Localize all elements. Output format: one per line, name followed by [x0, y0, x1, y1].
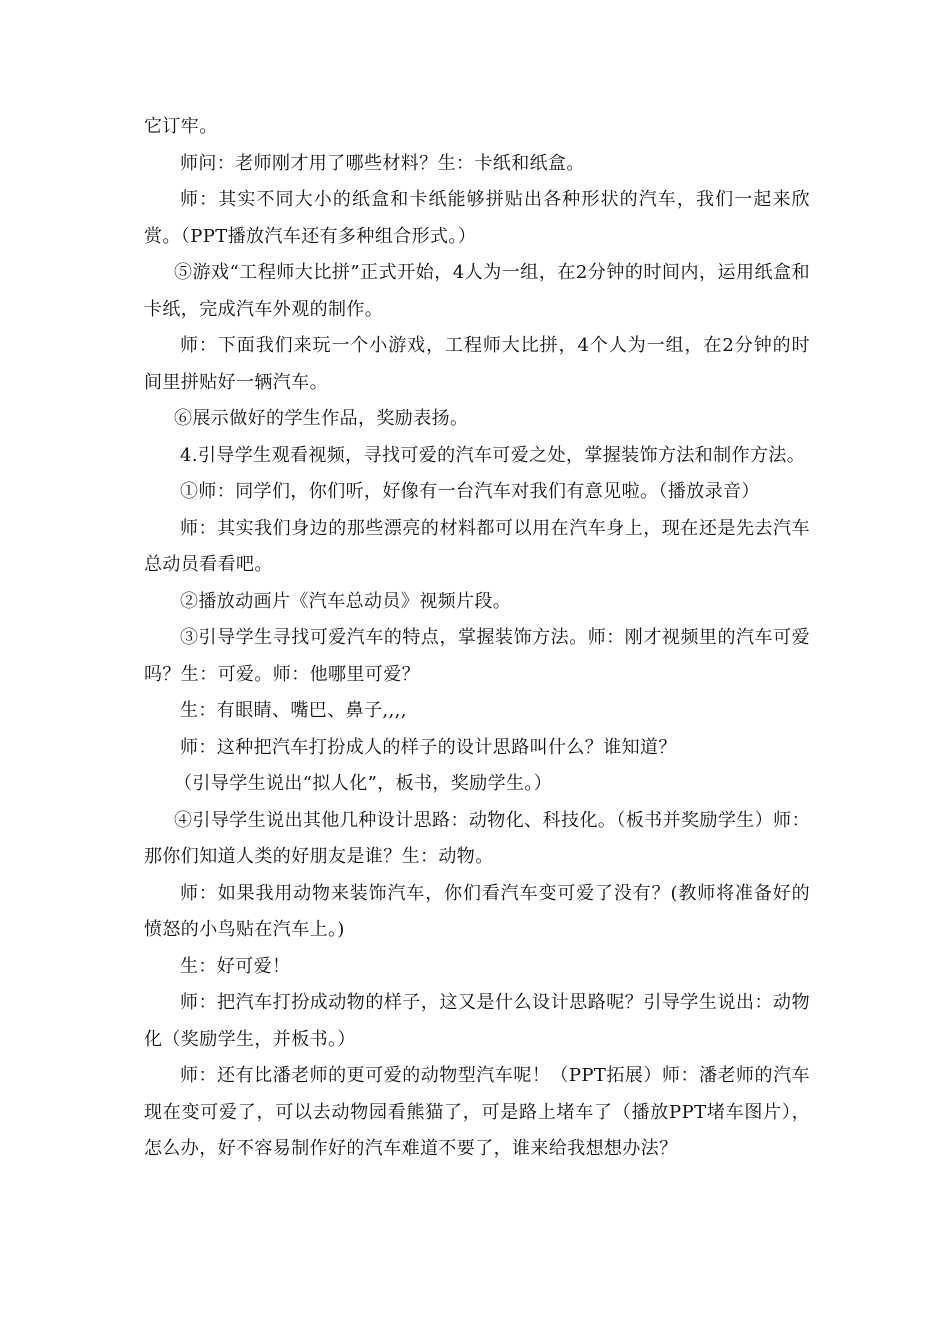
paragraph: 师：其实我们身边的那些漂亮的材料都可以用在汽车身上，现在还是先去汽车总动员看看吧。: [144, 517, 810, 575]
paragraph: 师：如果我用动物来装饰汽车，你们看汽车变可爱了没有？(教师将准备好的愤怒的小鸟贴在汽车上。): [144, 882, 810, 940]
document-body: [144, 109, 810, 1168]
paragraph: （引导学生说出“拟人化”，板书，奖励学生。）: [174, 773, 553, 794]
paragraph: 师：其实不同大小的纸盒和卡纸能够拼贴出各种形状的汽车，我们一起来欣赏。（PPT播放汽车还有多种组合形式。）: [144, 189, 810, 247]
paragraph: 生：好可爱！: [180, 955, 291, 977]
paragraph: ①师：同学们，你们听，好像有一台汽车对我们有意见啦。（播放录音）: [180, 481, 760, 502]
paragraph: ②播放动画片《汽车总动员》视频片段。: [180, 590, 512, 612]
paragraph: ③引导学生寻找可爱汽车的特点，掌握装饰方法。师：刚才视频里的汽车可爱吗？生：可爱。师：他哪里可爱？: [144, 627, 810, 685]
paragraph: 它订牢。: [144, 116, 218, 137]
paragraph: 4.引导学生观看视频，寻找可爱的汽车可爱之处，掌握装饰方法和制作方法。: [180, 444, 806, 466]
paragraph: ⑤游戏“工程师大比拼”正式开始，4人为一组，在2分钟的时间内，运用纸盒和卡纸，完成汽车外观的制作。: [144, 262, 810, 320]
paragraph: ⑥展示做好的学生作品，奖励表扬。: [174, 408, 469, 429]
paragraph: 师问：老师刚才用了哪些材料？生：卡纸和纸盒。: [180, 152, 585, 174]
paragraph: 师：还有比潘老师的更可爱的动物型汽车呢！（PPT拓展）师：潘老师的汽车现在变可爱了，可以去动物园看熊猫了，可是路上堵车了（播放PPT堵车图片），怎么办，好不容易制作好的汽车难道不要了，谁来给我想想办法？: [144, 1065, 810, 1159]
paragraph: 师：下面我们来玩一个小游戏，工程师大比拼，4个人为一组，在2分钟的时间里拼贴好一辆汽车。: [144, 335, 810, 393]
paragraph: 生：有眼睛、嘴巴、鼻子,,,,: [180, 700, 407, 721]
paragraph: 师：把汽车打扮成动物的样子，这又是什么设计思路呢？引导学生说出：动物化（奖励学生，并板书。）: [144, 992, 810, 1050]
paragraph: 师：这种把汽车打扮成人的样子的设计思路叫什么？谁知道？: [180, 736, 677, 758]
paragraph: ④引导学生说出其他几种设计思路：动物化、科技化。（板书并奖励学生）师：那你们知道人类的好朋友是谁？生：动物。: [144, 809, 810, 867]
